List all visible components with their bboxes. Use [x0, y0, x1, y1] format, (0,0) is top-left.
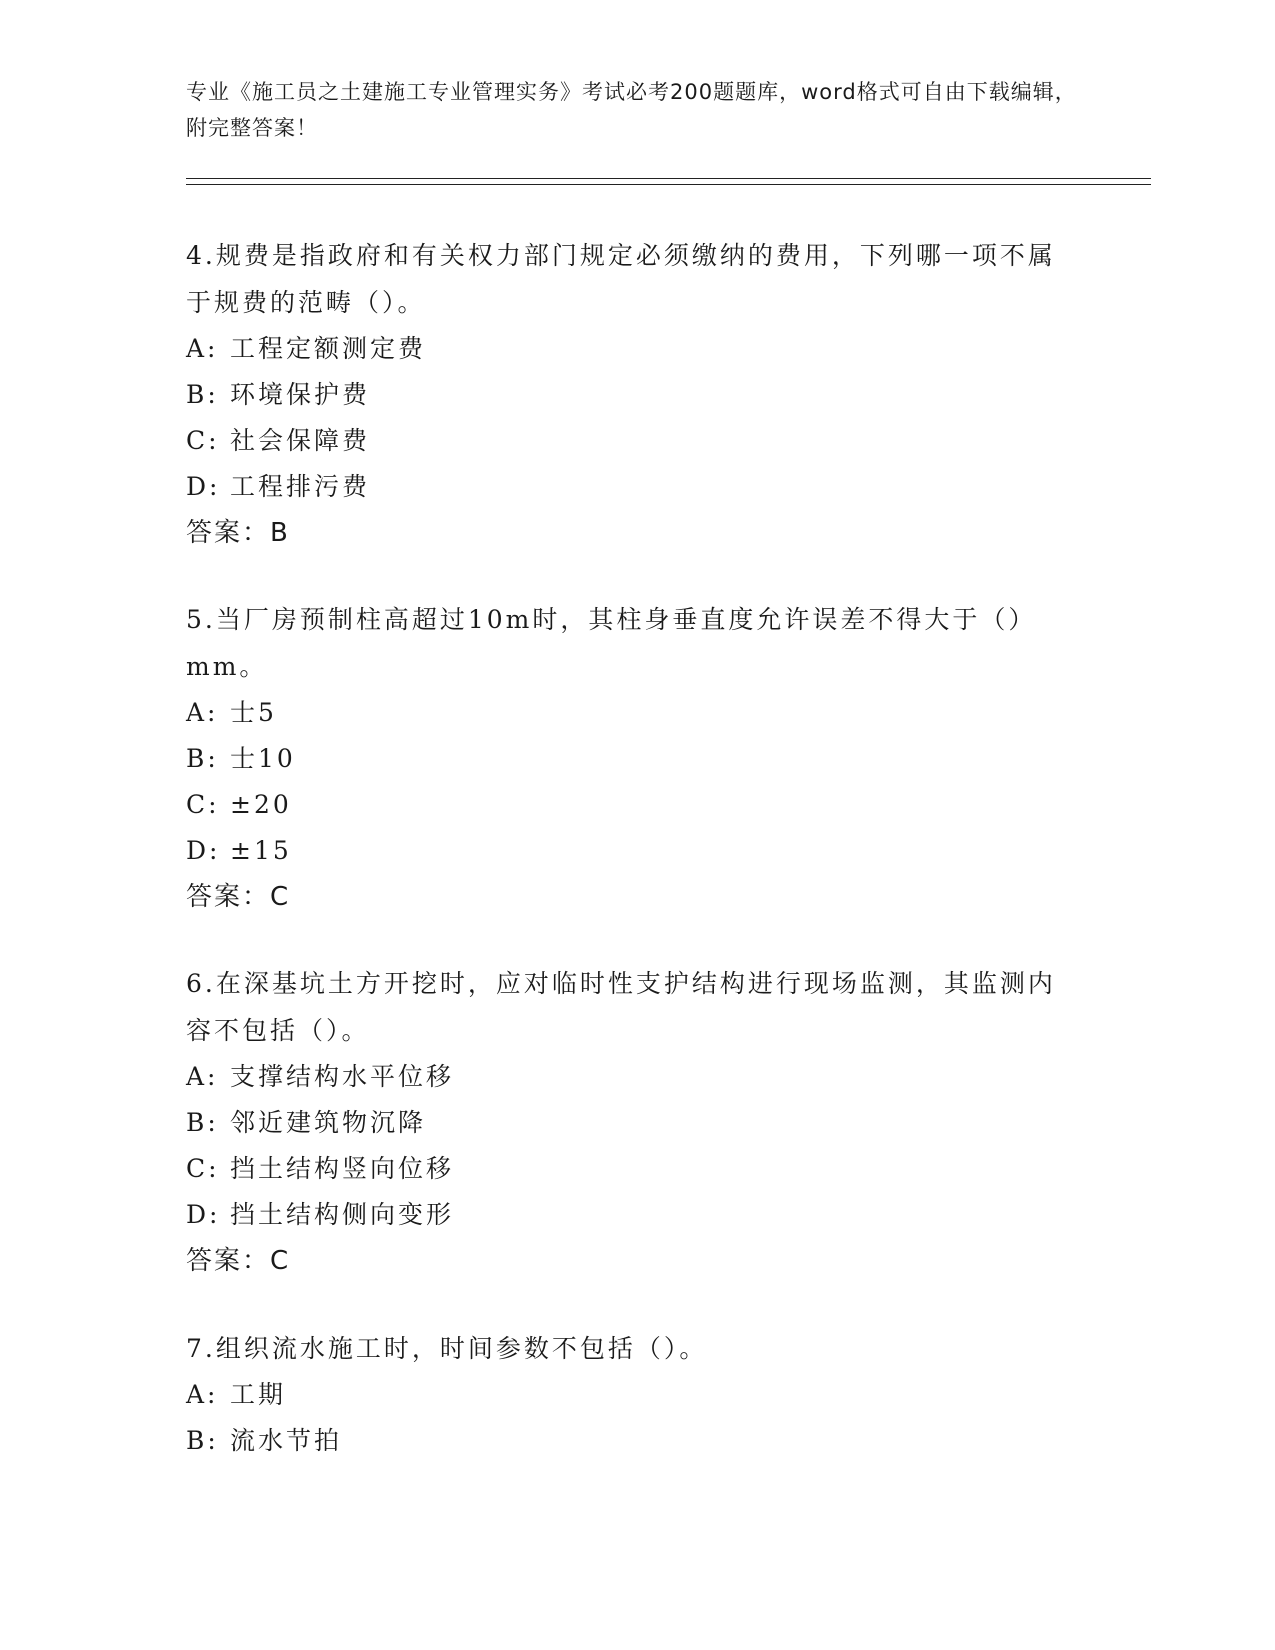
option-label: A: — [186, 1380, 219, 1409]
question-stem: 7.组织流水施工时，时间参数不包括（）。 — [186, 1334, 708, 1363]
option-label: C: — [186, 790, 220, 819]
option-label: D: — [186, 472, 221, 501]
option-label: D: — [186, 1200, 221, 1229]
option-text: ±20 — [230, 790, 292, 819]
option-text: 士10 — [230, 744, 296, 773]
question-6 — [186, 960, 1086, 1284]
option-label: B: — [186, 744, 219, 773]
option-a — [186, 1054, 1086, 1100]
option-d — [186, 828, 1086, 874]
option-text: 工期 — [230, 1380, 287, 1409]
option-a — [186, 690, 1086, 736]
option-label: A: — [186, 334, 219, 363]
option-d — [186, 464, 1086, 510]
question-stem: 4.规费是指政府和有关权力部门规定必须缴纳的费用，下列哪一项不属于规费的范畴（）。 — [186, 241, 1056, 317]
option-text: 挡土结构侧向变形 — [230, 1200, 455, 1229]
header-divider-bottom — [186, 184, 1151, 185]
question-5 — [186, 596, 1086, 920]
option-d — [186, 1192, 1086, 1238]
question-7 — [186, 1325, 1086, 1464]
option-text: 社会保障费 — [230, 426, 371, 455]
option-label: C: — [186, 1154, 220, 1183]
answer-line: 答案：C — [186, 1246, 291, 1276]
option-text: 支撑结构水平位移 — [230, 1062, 455, 1091]
option-label: A: — [186, 698, 219, 727]
option-b — [186, 1100, 1086, 1146]
option-label: A: — [186, 1062, 219, 1091]
option-text: 环境保护费 — [230, 380, 371, 409]
option-a — [186, 1372, 1086, 1418]
option-label: B: — [186, 1426, 219, 1455]
question-stem: 5.当厂房预制柱高超过10m时，其柱身垂直度允许误差不得大于（）mm。 — [186, 605, 1037, 681]
option-label: B: — [186, 380, 219, 409]
option-text: 工程排污费 — [230, 472, 371, 501]
option-label: D: — [186, 836, 221, 865]
option-text: 士5 — [230, 698, 277, 727]
option-label: C: — [186, 426, 220, 455]
option-b — [186, 1418, 1086, 1464]
option-b — [186, 736, 1086, 782]
question-stem: 6.在深基坑土方开挖时，应对临时性支护结构进行现场监测，其监测内容不包括（）。 — [186, 969, 1056, 1045]
option-b — [186, 372, 1086, 418]
answer-line: 答案：B — [186, 518, 290, 548]
question-4 — [186, 232, 1086, 556]
option-c — [186, 782, 1086, 828]
option-text: 工程定额测定费 — [230, 334, 427, 363]
answer-line: 答案：C — [186, 882, 291, 912]
option-a — [186, 326, 1086, 372]
option-text: 邻近建筑物沉降 — [230, 1108, 427, 1137]
option-c — [186, 1146, 1086, 1192]
option-text: 挡土结构竖向位移 — [230, 1154, 455, 1183]
header-divider-top — [186, 178, 1151, 179]
option-label: B: — [186, 1108, 219, 1137]
document-header: 专业《施工员之土建施工专业管理实务》考试必考200题题库，word格式可自由下载编辑，附完整答案！ — [186, 80, 1077, 140]
option-text: ±15 — [230, 836, 292, 865]
option-c — [186, 418, 1086, 464]
option-text: 流水节拍 — [230, 1426, 343, 1455]
